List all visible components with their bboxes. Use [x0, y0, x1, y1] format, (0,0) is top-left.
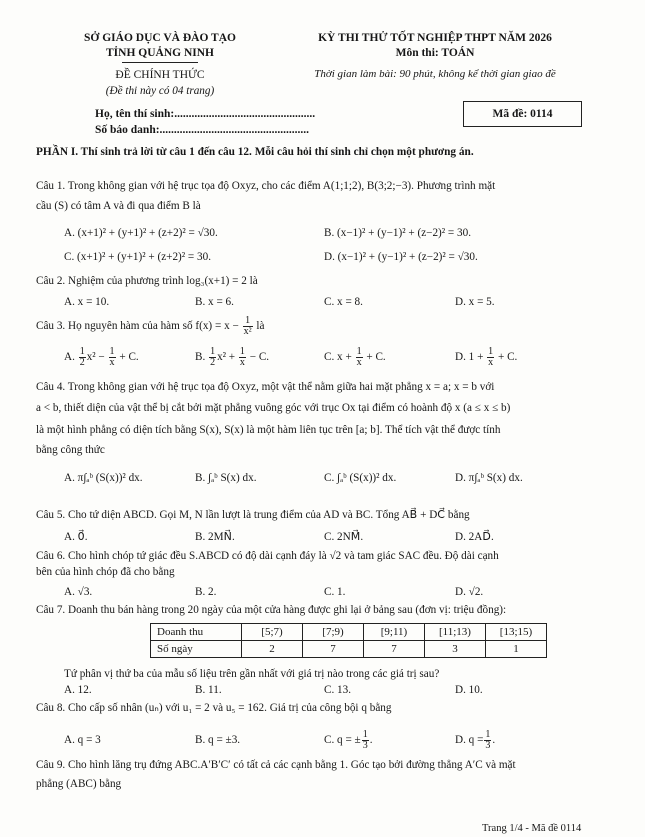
q6-option-c[interactable]: C. 1. [324, 586, 346, 598]
table-cell: [9;11) [364, 624, 425, 641]
frequency-table [150, 623, 547, 658]
table-row [151, 624, 547, 641]
q5-option-a[interactable]: A. 0⃗. [64, 531, 88, 543]
q3-text [36, 316, 264, 337]
q5-option-b[interactable]: B. 2MN⃗. [195, 531, 235, 543]
table-header-days: Số ngày [151, 641, 242, 658]
part1-instruction [36, 146, 474, 158]
q3-text-pre: Câu 3. Họ nguyên hàm của hàm số f(x) = x − [36, 320, 239, 333]
table-cell: 3 [425, 641, 486, 658]
table-cell: 7 [303, 641, 364, 658]
part1-text: PHẦN I. Thí sinh trả lời từ câu 1 đến câu 12. Mỗi câu hỏi thí sinh chỉ chọn một phương án. [36, 146, 474, 158]
table-cell: [7;9) [303, 624, 364, 641]
q8-option-c[interactable]: C. q = ± $\frac{1}{3}$ . [324, 729, 373, 751]
q1-option-b[interactable]: B. (x−1)² + (y−1)² + (z−2)² = 30. [324, 227, 472, 239]
q3-option-a[interactable]: A. $\frac{1}{2}$ x² − $\frac{1}{x}$ + C. [64, 346, 139, 368]
q7-text: Câu 7. Doanh thu bán hàng trong 20 ngày của một cửa hàng được ghi lại ở bảng sau (đơn vị: triệu đồng): [36, 604, 507, 616]
q5-option-d[interactable]: D. 2AD⃗. [455, 531, 494, 543]
q4-option-d[interactable]: D. π∫ₐᵇ S(x) dx. [455, 472, 523, 484]
q6-option-a[interactable]: A. √3. [64, 586, 93, 598]
q1-option-d[interactable]: D. (x−1)² + (y−1)² + (z−2)² = √30. [324, 251, 478, 263]
q8-option-d[interactable]: D. q = $\frac{1}{3}$ . [455, 729, 496, 751]
q7-option-b[interactable]: B. 11. [195, 684, 222, 696]
table-cell: 2 [242, 641, 303, 658]
q2-option-c[interactable]: C. x = 8. [324, 296, 363, 308]
q6-text1: Câu 6. Cho hình chóp tứ giác đều S.ABCD có độ dài cạnh đáy là √2 và tam giác SAC đều. Độ dài cạnh [36, 550, 499, 562]
official-label: ĐỀ CHÍNH THỨC [115, 69, 205, 81]
exam-code-box: Mã đề: 0114 [463, 101, 582, 127]
q2-option-a[interactable]: A. x = 10. [64, 296, 110, 308]
q4-text3: là một hình phẳng có diện tích bằng S(x), S(x) là một hàm liên tục trên [a; b]. Thể tích vật thể được tính [36, 424, 501, 436]
q4-text2: a < b, thiết diện của vật thể bị cắt bởi mặt phẳng vuông góc với trục Ox tại điểm có hoành độ x (a ≤ x ≤ b) [36, 402, 511, 414]
org-line1: SỞ GIÁO DỤC VÀ ĐÀO TẠO [84, 32, 236, 44]
q3-text-post: là [256, 320, 265, 333]
q5-text: Câu 5. Cho tứ diện ABCD. Gọi M, N lần lượt là trung điểm của AD và BC. Tổng AB⃗ + DC⃗ bằng [36, 509, 470, 521]
q3-option-b[interactable]: B. $\frac{1}{2}$ x² + $\frac{1}{x}$ − C. [195, 346, 270, 368]
q9-text1: Câu 9. Cho hình lăng trụ đứng ABC.A′B′C′ có tất cả các cạnh bằng 1. Góc tạo bởi đường thẳng A′C và mặt [36, 759, 516, 771]
q3-option-c[interactable]: C. x + $\frac{1}{x}$ + C. [324, 346, 386, 368]
q7-option-d[interactable]: D. 10. [455, 684, 483, 696]
subject: Môn thi: TOÁN [395, 47, 475, 59]
q1-text1: Câu 1. Trong không gian với hệ trục tọa độ Oxyz, cho các điểm A(1;1;2), B(3;2;−3). Phương trình mặt [36, 180, 496, 192]
q9-text2: phẳng (ABC) bằng [36, 778, 122, 790]
candidate-name: Họ, tên thí sinh:................................................. [95, 108, 316, 120]
table-cell: [13;15) [486, 624, 547, 641]
q4-text4: bằng công thức [36, 444, 105, 456]
q8-option-b[interactable]: B. q = ±3. [195, 734, 241, 746]
q7-option-a[interactable]: A. 12. [64, 684, 92, 696]
table-cell: [11;13) [425, 624, 486, 641]
q2-text: Câu 2. Nghiệm của phương trình log₃(x+1) = 2 là [36, 275, 258, 287]
table-cell: 7 [364, 641, 425, 658]
org-underline [122, 62, 198, 63]
page-footer: Trang 1/4 - Mã đề 0114 [482, 823, 582, 834]
q1-option-a[interactable]: A. (x+1)² + (y+1)² + (z+2)² = √30. [64, 227, 218, 239]
table-cell: 1 [486, 641, 547, 658]
q1-text2: cầu (S) có tâm A và đi qua điểm B là [36, 200, 201, 212]
q6-option-d[interactable]: D. √2. [455, 586, 484, 598]
table-cell: [5;7) [242, 624, 303, 641]
q6-text2: bên của hình chóp đã cho bằng [36, 566, 175, 578]
exam-title: KỲ THI THỬ TỐT NGHIỆP THPT NĂM 2026 [318, 32, 552, 44]
q4-option-c[interactable]: C. ∫ₐᵇ (S(x))² dx. [324, 472, 397, 484]
q4-option-b[interactable]: B. ∫ₐᵇ S(x) dx. [195, 472, 257, 484]
q6-option-b[interactable]: B. 2. [195, 586, 217, 598]
exam-time: Thời gian làm bài: 90 phút, không kể thời gian giao đề [314, 68, 556, 80]
q3-fraction: $\frac{1}{\text{x²}}$ [243, 315, 252, 337]
q3-option-d[interactable]: D. 1 + $\frac{1}{x}$ + C. [455, 346, 518, 368]
table-header-revenue: Doanh thu [151, 624, 242, 641]
q1-option-c[interactable]: C. (x+1)² + (y+1)² + (z+2)² = 30. [64, 251, 212, 263]
table-row [151, 641, 547, 658]
q5-option-c[interactable]: C. 2NM⃗. [324, 531, 364, 543]
q4-option-a[interactable]: A. π∫ₐᵇ (S(x))² dx. [64, 472, 143, 484]
q7-ask: Tứ phân vị thứ ba của mẫu số liệu trên gần nhất với giá trị nào trong các giá trị sau? [64, 668, 440, 680]
q7-option-c[interactable]: C. 13. [324, 684, 352, 696]
q2-option-b[interactable]: B. x = 6. [195, 296, 234, 308]
pages-note: (Đề thi này có 04 trang) [105, 85, 215, 97]
org-line2: TỈNH QUẢNG NINH [106, 47, 214, 59]
q8-option-a[interactable]: A. q = 3 [64, 734, 101, 746]
q4-text1: Câu 4. Trong không gian với hệ trục tọa độ Oxyz, một vật thể nằm giữa hai mặt phẳng x = a; x = b với [36, 381, 495, 393]
q2-option-d[interactable]: D. x = 5. [455, 296, 495, 308]
q8-text: Câu 8. Cho cấp số nhân (uₙ) với u₁ = 2 và u₅ = 162. Giá trị của công bội q bằng [36, 702, 392, 714]
candidate-id: Số báo danh:.................................................... [95, 124, 310, 136]
